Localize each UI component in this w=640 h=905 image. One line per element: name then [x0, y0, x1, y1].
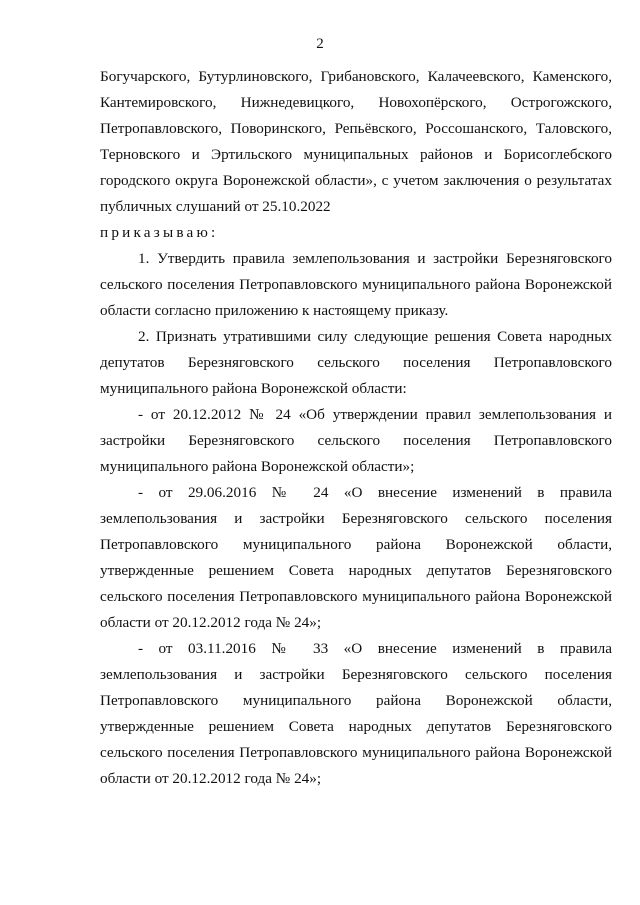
item-1-paragraph: 1. Утвердить правила землепользования и застройки Березняговского сельского поселения Петропавловского муниципального района Воронежской области согласно приложению к настоящему приказу. — [100, 250, 612, 319]
page-number: 2 — [316, 36, 324, 52]
subitem-2-paragraph: - от 29.06.2016 № 24 «О внесение изменений в правила землепользования и застройки Березняговского сельского поселения Петропавловского муниципального района Воронежской области, утвержденные решением Совета народных депутатов Березняговского сельского поселения Петропавловского муниципального района Воронежской области от 20.12.2012 года № 24»; — [100, 484, 612, 631]
item-2-paragraph: 2. Признать утратившими силу следующие решения Совета народных депутатов Березняговского сельского поселения Петропавловского муниципального района Воронежской области: — [100, 328, 612, 397]
document-body — [100, 64, 612, 792]
subitem-1-paragraph: - от 20.12.2012 № 24 «Об утверждении правил землепользования и застройки Березняговского сельского поселения Петропавловского муниципального района Воронежской области»; — [100, 406, 612, 475]
order-word: приказываю: — [100, 224, 219, 241]
preamble-paragraph: Богучарского, Бутурлиновского, Грибановского, Калачеевского, Каменского, Кантемировского, Нижнедевицкого, Новохопёрского, Острогожского, Петропавловского, Поворинского, Репьёвского, Россошанского, Таловского, Терновского и Эртильского муниципальных районов и Борисоглебского городского округа Воронежской области», с учетом заключения о результатах публичных слушаний от 25.10.2022 — [100, 68, 612, 215]
subitem-3-paragraph: - от 03.11.2016 № 33 «О внесение изменений в правила землепользования и застройки Березняговского сельского поселения Петропавловского муниципального района Воронежской области, утвержденные решением Совета народных депутатов Березняговского сельского поселения Петропавловского муниципального района Воронежской области от 20.12.2012 года № 24»; — [100, 640, 612, 787]
